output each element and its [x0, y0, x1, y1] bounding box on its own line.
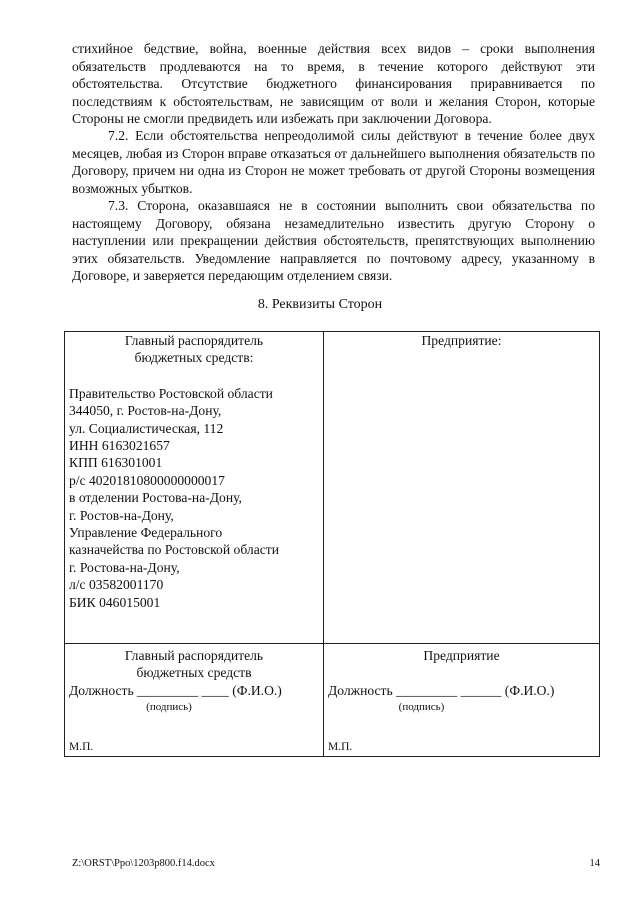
detail-line: г. Ростов-на-Дону, [69, 507, 174, 523]
detail-line: 344050, г. Ростов-на-Дону, [69, 403, 222, 419]
sig-right-line: Должность _________ ______ (Ф.И.О.) [328, 682, 555, 698]
left-signature-cell [65, 644, 324, 757]
detail-line: Правительство Ростовской области [69, 385, 273, 401]
left-header-line-2: бюджетных средств: [134, 350, 254, 366]
detail-line: ул. Социалистическая, 112 [69, 420, 224, 436]
right-header: Предприятие: [421, 333, 502, 348]
detail-line: л/с 03582001170 [69, 577, 164, 593]
detail-line: КПП 616301001 [69, 455, 163, 471]
paragraph-7-3: 7.3. Сторона, оказавшаяся не в состоянии выполнить свои обязательства по настоящему Договору, обязана незамедлительно известить другую Сторону о наступлении или прекращении действия обстоятельств, препятствующих выполнению этих обязательств. Уведомление направляется по почтовому адресу, указанному в Договоре, и заверяется передающим отделением связи. [72, 198, 595, 284]
detail-line: БИК 046015001 [69, 594, 161, 610]
requisites-table [64, 331, 600, 757]
sig-right-header: Предприятие [423, 648, 500, 663]
stamp-label-right: М.П. [328, 740, 353, 753]
right-details-cell [324, 332, 600, 644]
footer-page-number: 14 [589, 858, 600, 869]
detail-line: казначейства по Ростовской области [69, 542, 279, 558]
left-details-cell [65, 332, 324, 644]
detail-line: р/с 40201810800000000017 [69, 472, 225, 488]
left-header-line-1: Главный распорядитель [124, 333, 264, 348]
detail-line: г. Ростова-на-Дону, [69, 559, 180, 575]
bank-details [69, 385, 319, 611]
section-title: 8. Реквизиты Сторон [257, 297, 383, 312]
signature-caption-right: (подпись) [398, 701, 445, 714]
signature-caption-left: (подпись) [146, 701, 192, 714]
sig-left-header-line-2: бюджетных средств [136, 665, 252, 681]
footer-file-path: Z:\ORST\Ppo\1203p800.f14.docx [72, 858, 215, 869]
paragraph-force-majeure-continued: стихийное бедствие, война, военные действия всех видов – сроки выполнения обязательств продлеваются на то время, в течение которого действуют эти обстоятельства. Отсутствие бюджетного финансирования приравнивается по последствиям к обстоятельствам, не зависящим от воли и желания Сторон, которые Стороны не смогли предвидеть или избежать при заключении Договора. [72, 41, 595, 127]
detail-line: Управление Федерального [69, 525, 223, 541]
paragraph-7-2: 7.2. Если обстоятельства непреодолимой силы действуют в течение более двух месяцев, любая из Сторон вправе отказаться от дальнейшего выполнения обязательств по Договору, причем ни одна из Сторон не может требовать от другой Стороны возмещения возможных убытков. [72, 128, 595, 196]
sig-left-line: Должность _________ ____ (Ф.И.О.) [69, 682, 282, 698]
stamp-label-left: М.П. [69, 740, 94, 753]
detail-line: ИНН 6163021657 [69, 438, 170, 454]
detail-line: в отделении Ростова-на-Дону, [69, 490, 242, 506]
sig-left-header-line-1: Главный распорядитель [124, 648, 264, 663]
right-signature-cell [324, 644, 600, 757]
